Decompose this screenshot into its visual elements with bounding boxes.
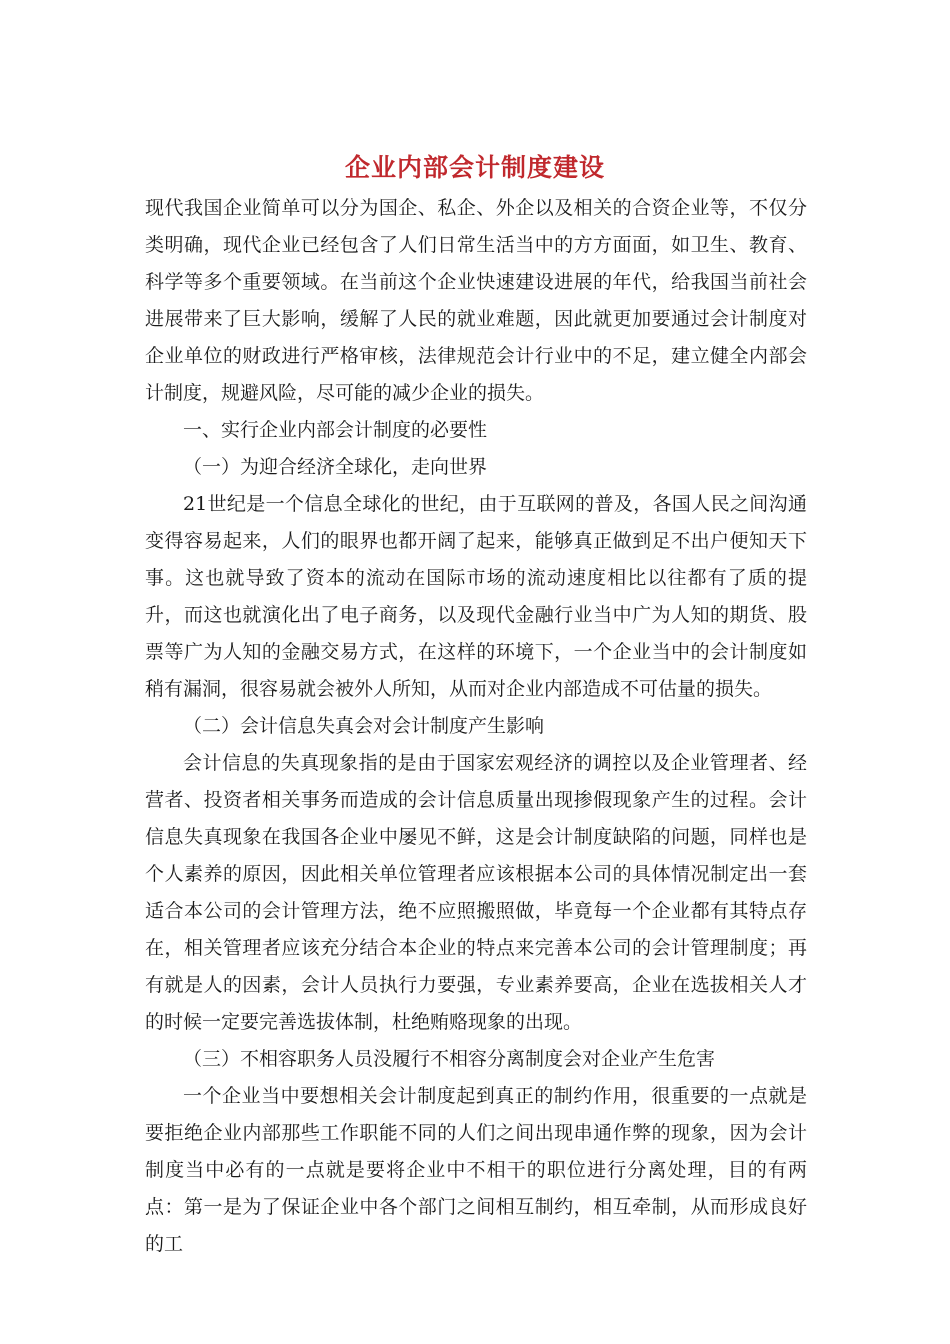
body-paragraph: 一个企业当中要想相关会计制度起到真正的制约作用，很重要的一点就是要拒绝企业内部那些工作职能不同的人们之间出现串通作弊的现象，因为会计制度当中必有的一点就是要将企业中不相干的职位进行分离处理，目的有两点：第一是为了保证企业中各个部门之间相互制约，相互牵制，从而形成良好的工 [145,1085,807,1255]
subsection-heading: （一）为迎合经济全球化，走向世界 [183,456,488,478]
document-title: 企业内部会计制度建设 [344,153,605,182]
subsection-heading: （二）会计信息失真会对会计制度产生影响 [183,715,545,737]
body-paragraph: 21世纪是一个信息全球化的世纪，由于互联网的普及，各国人民之间沟通变得容易起来，人们的眼界也都开阔了起来，能够真正做到足不出户便知天下事。这也就导致了资本的流动在国际市场的流动速度相比以往都有了质的提升，而这也就演化出了电子商务，以及现代金融行业当中广为人知的期货、股票等广为人知的金融交易方式，在这样的环境下，一个企业当中的会计制度如稍有漏洞，很容易就会被外人所知，从而对企业内部造成不可估量的损失。 [145,493,807,700]
subsection-heading: （三）不相容职务人员没履行不相容分离制度会对企业产生危害 [183,1048,716,1070]
body-paragraph: 现代我国企业简单可以分为国企、私企、外企以及相关的合资企业等，不仅分类明确，现代企业已经包含了人们日常生活当中的方方面面，如卫生、教育、科学等多个重要领域。在当前这个企业快速建设进展的年代，给我国当前社会进展带来了巨大影响，缓解了人民的就业难题，因此就更加要通过会计制度对企业单位的财政进行严格审核，法律规范会计行业中的不足，建立健全内部会计制度，规避风险，尽可能的减少企业的损失。 [145,197,807,404]
body-paragraph: 会计信息的失真现象指的是由于国家宏观经济的调控以及企业管理者、经营者、投资者相关事务而造成的会计信息质量出现掺假现象产生的过程。会计信息失真现象在我国各企业中屡见不鲜，这是会计制度缺陷的问题，同样也是个人素养的原因，因此相关单位管理者应该根据本公司的具体情况制定出一套适合本公司的会计管理方法，绝不应照搬照做，毕竟每一个企业都有其特点存在，相关管理者应该充分结合本企业的特点来完善本公司的会计管理制度；再有就是人的因素，会计人员执行力要强，专业素养要高，企业在选拔相关人才的时候一定要完善选拔体制，杜绝贿赂现象的出现。 [145,752,807,1033]
document-body [145,190,807,1263]
section-heading: 一、实行企业内部会计制度的必要性 [183,419,488,441]
